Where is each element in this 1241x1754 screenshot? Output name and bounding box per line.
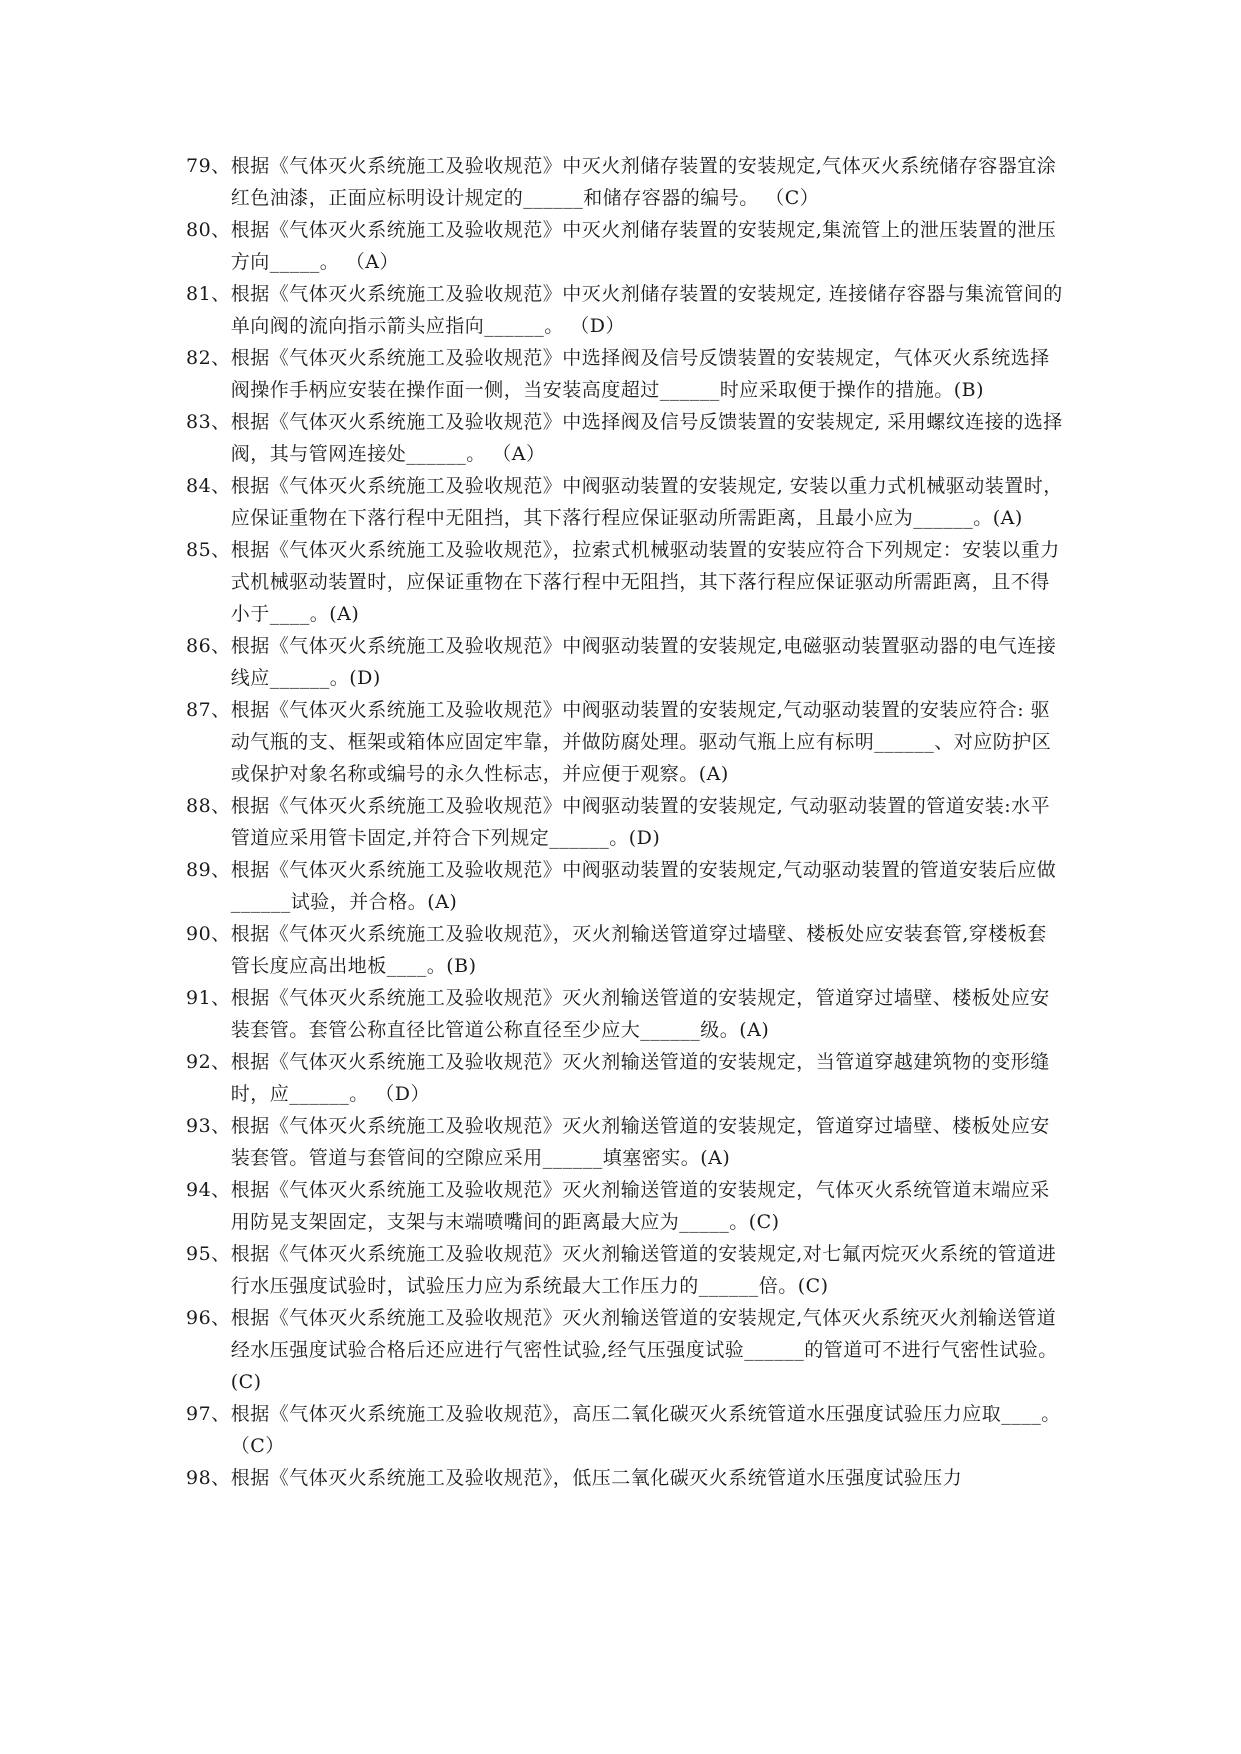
question-number: 84、 — [186, 475, 231, 497]
question-text: 根据《气体灭火系统施工及验收规范》中灭火剂储存装置的安装规定, 连接储存容器与集流管间的单向阀的流向指示箭头应指向______。 （D） — [230, 283, 1063, 337]
question-list — [186, 150, 1066, 1494]
question-item — [186, 214, 1066, 278]
question-text: 根据《气体灭火系统施工及验收规范》，灭火剂输送管道穿过墙壁、楼板处应安装套管,穿楼板套管长度应高出地板____。(B) — [230, 923, 1047, 977]
question-text: 根据《气体灭火系统施工及验收规范》灭火剂输送管道的安装规定，气体灭火系统管道末端应采用防晃支架固定，支架与末端喷嘴间的距离最大应为_____。(C) — [230, 1179, 1050, 1233]
question-item — [186, 150, 1066, 214]
question-item — [186, 342, 1066, 406]
question-number: 79、 — [186, 155, 231, 177]
question-number: 82、 — [186, 347, 231, 369]
question-item — [186, 1110, 1066, 1174]
question-text: 根据《气体灭火系统施工及验收规范》中选择阀及信号反馈装置的安装规定, 采用螺纹连接的选择阀，其与管网连接处______。 （A） — [230, 411, 1063, 465]
question-number: 86、 — [186, 635, 231, 657]
question-item — [186, 278, 1066, 342]
question-item — [186, 790, 1066, 854]
question-text: 根据《气体灭火系统施工及验收规范》灭火剂输送管道的安装规定，当管道穿越建筑物的变形缝时，应______。 （D） — [230, 1051, 1050, 1105]
question-number: 87、 — [186, 699, 231, 721]
question-text: 根据《气体灭火系统施工及验收规范》中阀驱动装置的安装规定, 气动驱动装置的管道安装:水平管道应采用管卡固定,并符合下列规定______。(D) — [230, 795, 1051, 849]
question-item — [186, 1302, 1066, 1398]
question-number: 80、 — [186, 219, 231, 241]
question-text: 根据《气体灭火系统施工及验收规范》中阀驱动装置的安装规定,气动驱动装置的管道安装后应做______试验，并合格。(A) — [230, 859, 1057, 913]
question-text: 根据《气体灭火系统施工及验收规范》，高压二氧化碳灭火系统管道水压强度试验压力应取____。 （C） — [230, 1403, 1061, 1457]
question-number: 97、 — [186, 1403, 231, 1425]
question-item — [186, 406, 1066, 470]
question-number: 83、 — [186, 411, 231, 433]
question-number: 95、 — [186, 1243, 231, 1265]
question-number: 92、 — [186, 1051, 231, 1073]
question-text: 根据《气体灭火系统施工及验收规范》，低压二氧化碳灭火系统管道水压强度试验压力 — [230, 1467, 963, 1489]
question-item — [186, 630, 1066, 694]
question-text: 根据《气体灭火系统施工及验收规范》中选择阀及信号反馈装置的安装规定，气体灭火系统选择阀操作手柄应安装在操作面一侧，当安装高度超过______时应采取便于操作的措施。(B) — [230, 347, 1050, 401]
question-item — [186, 470, 1066, 534]
question-text: 根据《气体灭火系统施工及验收规范》中灭火剂储存装置的安装规定,集流管上的泄压装置的泄压方向_____。 （A） — [230, 219, 1057, 273]
question-text: 根据《气体灭火系统施工及验收规范》，拉索式机械驱动装置的安装应符合下列规定：安装以重力式机械驱动装置时，应保证重物在下落行程中无阻挡，其下落行程应保证驱动所需距离，且不得小于____。(A) — [230, 539, 1060, 625]
question-item — [186, 1174, 1066, 1238]
question-item — [186, 1046, 1066, 1110]
question-number: 88、 — [186, 795, 231, 817]
question-text: 根据《气体灭火系统施工及验收规范》灭火剂输送管道的安装规定,对七氟丙烷灭火系统的管道进行水压强度试验时，试验压力应为系统最大工作压力的______倍。(C) — [230, 1243, 1057, 1297]
question-text: 根据《气体灭火系统施工及验收规范》中阀驱动装置的安装规定,气动驱动装置的安装应符合: 驱动气瓶的支、框架或箱体应固定牢靠，并做防腐处理。驱动气瓶上应有标明______、对应防护区或保护对象名称或编号的永久性标志，并应便于观察。(A) — [230, 699, 1052, 785]
question-number: 85、 — [186, 539, 231, 561]
question-text: 根据《气体灭火系统施工及验收规范》中阀驱动装置的安装规定, 安装以重力式机械驱动装置时，应保证重物在下落行程中无阻挡，其下落行程应保证驱动所需距离，且最小应为______。(A) — [230, 475, 1063, 529]
question-number: 98、 — [186, 1467, 231, 1489]
question-number: 93、 — [186, 1115, 231, 1137]
question-text: 根据《气体灭火系统施工及验收规范》中阀驱动装置的安装规定,电磁驱动装置驱动器的电气连接线应______。(D) — [230, 635, 1057, 689]
question-item — [186, 982, 1066, 1046]
question-text: 根据《气体灭火系统施工及验收规范》灭火剂输送管道的安装规定,气体灭火系统灭火剂输送管道经水压强度试验合格后还应进行气密性试验,经气压强度试验______的管道可不进行气密性试验。(C) — [230, 1307, 1058, 1393]
question-item — [186, 918, 1066, 982]
question-item — [186, 694, 1066, 790]
question-item — [186, 1398, 1066, 1462]
question-item — [186, 1238, 1066, 1302]
question-number: 96、 — [186, 1307, 231, 1329]
question-number: 94、 — [186, 1179, 231, 1201]
question-number: 91、 — [186, 987, 231, 1009]
question-number: 89、 — [186, 859, 231, 881]
question-item — [186, 854, 1066, 918]
question-text: 根据《气体灭火系统施工及验收规范》灭火剂输送管道的安装规定，管道穿过墙壁、楼板处应安装套管。套管公称直径比管道公称直径至少应大______级。(A) — [230, 987, 1050, 1041]
question-text: 根据《气体灭火系统施工及验收规范》中灭火剂储存装置的安装规定,气体灭火系统储存容器宜涂红色油漆，正面应标明设计规定的______和储存容器的编号。 （C） — [230, 155, 1057, 209]
question-item — [186, 534, 1066, 630]
question-number: 90、 — [186, 923, 231, 945]
question-item — [186, 1462, 1066, 1494]
question-number: 81、 — [186, 283, 231, 305]
question-text: 根据《气体灭火系统施工及验收规范》灭火剂输送管道的安装规定，管道穿过墙壁、楼板处应安装套管。管道与套管间的空隙应采用______填塞密实。(A) — [230, 1115, 1050, 1169]
